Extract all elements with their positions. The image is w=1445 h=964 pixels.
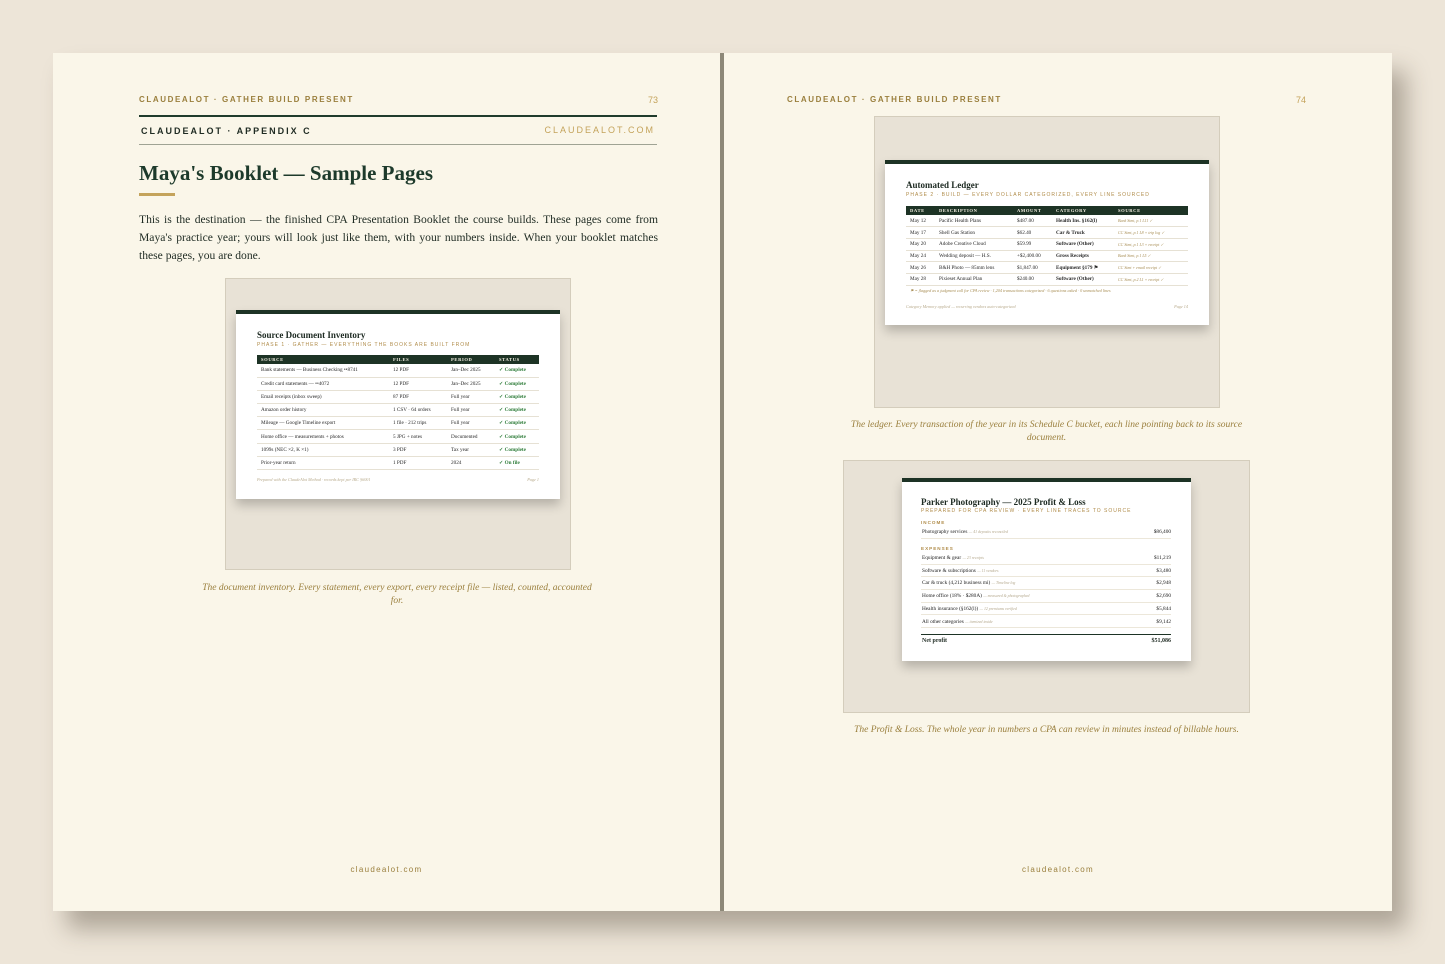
left-page bbox=[53, 53, 720, 911]
column-header: DATE bbox=[906, 206, 935, 215]
table-cell: Equipment §179 ⚑ bbox=[1052, 262, 1114, 274]
line-item-label bbox=[922, 606, 1017, 612]
line-item-amount: $9,142 bbox=[1156, 618, 1171, 625]
line-item-label bbox=[922, 593, 1029, 599]
table-cell: CC Stmt, p.1 L8 + trip log ✓ bbox=[1114, 227, 1188, 239]
table-row bbox=[257, 456, 539, 469]
table-cell: Full year bbox=[447, 404, 495, 417]
table-cell: Bank Stmt, p.1 L5 ✓ bbox=[1114, 250, 1188, 262]
pl-caption: The Profit & Loss. The whole year in numbers a CPA can review in minutes instead of billable hours. bbox=[854, 725, 1239, 735]
table-cell: Software (Other) bbox=[1052, 273, 1114, 285]
inventory-caption: The document inventory. Every statement, every export, every receipt file — listed, counted, accounted for. bbox=[202, 583, 592, 606]
line-item-label bbox=[922, 529, 1008, 535]
pl-line-item bbox=[921, 616, 1171, 629]
table-cell: $240.00 bbox=[1013, 273, 1052, 285]
ledger-subtitle: PHASE 2 · BUILD — EVERY DOLLAR CATEGORIZED, EVERY LINE SOURCED bbox=[906, 192, 1150, 198]
table-cell: Bank Stmt, p.1 L11 ✓ bbox=[1114, 215, 1188, 227]
table-cell: CC Stmt, p.2 L1 + receipt ✓ bbox=[1114, 273, 1188, 285]
table-cell: Pixieset Annual Plan bbox=[935, 273, 1013, 285]
right-page bbox=[724, 53, 1392, 911]
table-row bbox=[906, 227, 1188, 239]
table-cell: 3 PDF bbox=[389, 443, 447, 456]
table-cell: 1 CSV · 64 orders bbox=[389, 404, 447, 417]
column-header: PERIOD bbox=[447, 355, 495, 364]
table-cell: Home office — measurements + photos bbox=[257, 430, 389, 443]
table-cell: 12 PDF bbox=[389, 364, 447, 377]
table-cell: ✓ Complete bbox=[495, 377, 539, 390]
income-section-label: INCOME bbox=[921, 520, 946, 525]
pl-line-item bbox=[921, 565, 1171, 578]
pl-line-item bbox=[921, 603, 1171, 616]
line-item-name: Car & truck (4,212 business mi) bbox=[922, 580, 991, 587]
table-cell: CC Stmt, p.1 L3 + receipt ✓ bbox=[1114, 238, 1188, 250]
inventory-card bbox=[236, 310, 560, 499]
column-header: FILES bbox=[389, 355, 447, 364]
table-cell: May 28 bbox=[906, 273, 935, 285]
column-header: STATUS bbox=[495, 355, 539, 364]
table-row bbox=[906, 250, 1188, 262]
line-item-label bbox=[922, 555, 984, 561]
table-cell: CC Stmt + email receipt ✓ bbox=[1114, 262, 1188, 274]
table-row bbox=[906, 273, 1188, 285]
inventory-page-label: Page 1 bbox=[527, 477, 539, 482]
line-item-note: — 11 vendors bbox=[977, 568, 999, 573]
table-cell: Shell Gas Station bbox=[935, 227, 1013, 239]
table-cell: Tax year bbox=[447, 443, 495, 456]
table-row bbox=[257, 417, 539, 430]
line-item-name: All other categories bbox=[922, 618, 964, 625]
inventory-table bbox=[257, 355, 539, 470]
inventory-subtitle: PHASE 1 · GATHER — EVERYTHING THE BOOKS ARE BUILT FROM bbox=[257, 342, 471, 348]
table-cell: May 20 bbox=[906, 238, 935, 250]
pl-line-item bbox=[921, 552, 1171, 565]
line-item-amount: $5,844 bbox=[1156, 605, 1171, 612]
line-item-note: — 23 receipts bbox=[962, 556, 984, 560]
table-cell: May 24 bbox=[906, 250, 935, 262]
table-cell: $62.40 bbox=[1013, 227, 1052, 239]
table-cell: ✓ Complete bbox=[495, 404, 539, 417]
pl-line-item bbox=[921, 577, 1171, 590]
ledger-card bbox=[885, 160, 1209, 325]
pl-card bbox=[902, 478, 1191, 661]
table-cell: ✓ Complete bbox=[495, 443, 539, 456]
table-cell: Email receipts (inbox sweep) bbox=[257, 390, 389, 403]
table-cell: Wedding deposit — H.S. bbox=[935, 250, 1013, 262]
ledger-page-label: Page 14 bbox=[1174, 304, 1188, 309]
table-cell: Adobe Creative Cloud bbox=[935, 238, 1013, 250]
table-cell: Full year bbox=[447, 390, 495, 403]
line-item-note: — 41 deposits reconciled bbox=[968, 530, 1009, 534]
line-item-name: Software & subscriptions bbox=[922, 567, 976, 574]
table-cell: 87 PDF bbox=[389, 390, 447, 403]
booklet-spread bbox=[53, 53, 1392, 911]
table-cell: Jan–Dec 2025 bbox=[447, 364, 495, 377]
line-item-note: — itemized inside bbox=[965, 619, 993, 624]
ledger-table bbox=[906, 206, 1188, 286]
ledger-footnote: Category Memory applied — recurring vendors auto-categorized bbox=[906, 304, 1016, 309]
appendix-bar bbox=[139, 115, 657, 145]
table-cell: Car & Truck bbox=[1052, 227, 1114, 239]
line-item-amount: $86,400 bbox=[1153, 529, 1171, 535]
line-item-amount: $2,690 bbox=[1156, 593, 1171, 600]
inventory-figure bbox=[225, 278, 571, 570]
table-cell: 1 file · 212 trips bbox=[389, 417, 447, 430]
table-cell: Software (Other) bbox=[1052, 238, 1114, 250]
ledger-title: Automated Ledger bbox=[906, 180, 979, 190]
table-cell: 5 JPG + notes bbox=[389, 430, 447, 443]
line-item-name: Photography services bbox=[922, 529, 968, 535]
page-title: Maya's Booklet — Sample Pages bbox=[139, 161, 433, 185]
page-number: 73 bbox=[648, 95, 659, 105]
line-item-note: — Timeline log bbox=[991, 581, 1016, 586]
table-cell: May 26 bbox=[906, 262, 935, 274]
table-cell: 12 PDF bbox=[389, 377, 447, 390]
table-row bbox=[257, 390, 539, 403]
inventory-footnote: Prepared with the ClaudeAlot Method · records kept per IRC §6001 bbox=[257, 477, 371, 482]
table-row bbox=[257, 430, 539, 443]
net-profit-row bbox=[921, 634, 1171, 648]
line-item-amount: $11,219 bbox=[1153, 555, 1171, 561]
table-row bbox=[257, 364, 539, 377]
intro-paragraph: This is the destination — the finished CPA Presentation Booklet the course builds. These pages come from Maya's practice year; yours will look just like them, with your numbers inside. When your booklet matches these pages, you are done. bbox=[139, 213, 658, 262]
net-profit-amount: $51,086 bbox=[1151, 638, 1171, 644]
table-cell: 2024 bbox=[447, 456, 495, 469]
running-head: CLAUDEALOT · GATHER BUILD PRESENT bbox=[787, 95, 1002, 104]
table-cell: May 17 bbox=[906, 227, 935, 239]
title-underline bbox=[139, 193, 175, 196]
table-row bbox=[906, 238, 1188, 250]
ledger-caption: The ledger. Every transaction of the year in its Schedule C bucket, each line pointing back to its source document. bbox=[850, 420, 1243, 443]
table-cell: Gross Receipts bbox=[1052, 250, 1114, 262]
line-item-label bbox=[922, 568, 999, 574]
column-header: CATEGORY bbox=[1052, 206, 1114, 215]
table-cell: $487.00 bbox=[1013, 215, 1052, 227]
table-cell: May 12 bbox=[906, 215, 935, 227]
table-cell: Full year bbox=[447, 417, 495, 430]
table-cell: Jan–Dec 2025 bbox=[447, 377, 495, 390]
table-cell: Mileage — Google Timeline export bbox=[257, 417, 389, 430]
table-cell: $1,847.00 bbox=[1013, 262, 1052, 274]
page-footer: claudealot.com bbox=[350, 865, 423, 874]
appendix-label: CLAUDEALOT · APPENDIX C bbox=[141, 126, 312, 136]
column-header: AMOUNT bbox=[1013, 206, 1052, 215]
table-cell: Bank statements — Business Checking ••8741 bbox=[257, 364, 389, 377]
line-item-amount: $3,480 bbox=[1156, 567, 1171, 574]
table-cell: 1 PDF bbox=[389, 456, 447, 469]
line-item-label bbox=[922, 580, 1015, 586]
table-cell: Health Ins. §162(l) bbox=[1052, 215, 1114, 227]
table-cell: 1099s (NEC ×2, K ×1) bbox=[257, 443, 389, 456]
table-row bbox=[906, 262, 1188, 274]
table-cell: Credit card statements — ••4072 bbox=[257, 377, 389, 390]
expenses-section-label: EXPENSES bbox=[921, 546, 954, 551]
line-item-name: Health insurance (§162(l)) bbox=[922, 605, 979, 612]
pl-line-item bbox=[921, 590, 1171, 603]
column-header: SOURCE bbox=[1114, 206, 1188, 215]
column-header: DESCRIPTION bbox=[935, 206, 1013, 215]
table-cell: ✓ On file bbox=[495, 456, 539, 469]
table-row bbox=[906, 215, 1188, 227]
table-row bbox=[257, 377, 539, 390]
line-item-note: — measured & photographed bbox=[983, 594, 1030, 599]
table-cell: ✓ Complete bbox=[495, 364, 539, 377]
table-cell: ✓ Complete bbox=[495, 430, 539, 443]
table-cell: Documented bbox=[447, 430, 495, 443]
line-item-amount: $2,948 bbox=[1156, 580, 1171, 587]
page-number: 74 bbox=[1296, 95, 1307, 105]
table-cell: $59.99 bbox=[1013, 238, 1052, 250]
line-item-note: — 12 premiums verified bbox=[979, 606, 1017, 611]
ledger-flag-note: ⚑ = flagged as a judgment call for CPA review · 1,204 transactions categorized · 6 questions asked · 0 unmatched lines bbox=[910, 288, 1111, 293]
column-header: SOURCE bbox=[257, 355, 389, 364]
table-cell: Amazon order history bbox=[257, 404, 389, 417]
inventory-title: Source Document Inventory bbox=[257, 330, 366, 340]
ledger-figure bbox=[874, 116, 1220, 408]
pl-figure bbox=[843, 460, 1250, 713]
table-cell: ✓ Complete bbox=[495, 390, 539, 403]
pl-line-item bbox=[921, 526, 1171, 539]
table-row bbox=[257, 443, 539, 456]
net-profit-label: Net profit bbox=[922, 638, 948, 644]
line-item-name: Equipment & gear bbox=[922, 555, 962, 561]
table-cell: B&H Photo — 85mm lens bbox=[935, 262, 1013, 274]
table-row bbox=[257, 404, 539, 417]
table-cell: ✓ Complete bbox=[495, 417, 539, 430]
table-cell: +$2,400.00 bbox=[1013, 250, 1052, 262]
pl-title: Parker Photography — 2025 Profit & Loss bbox=[921, 497, 1086, 507]
pl-subtitle: PREPARED FOR CPA REVIEW · EVERY LINE TRACES TO SOURCE bbox=[921, 508, 1132, 514]
running-head: CLAUDEALOT · GATHER BUILD PRESENT bbox=[139, 95, 354, 104]
table-cell: Pacific Health Plans bbox=[935, 215, 1013, 227]
appendix-site: CLAUDEALOT.COM bbox=[544, 125, 655, 135]
line-item-label bbox=[922, 619, 993, 625]
page-footer: claudealot.com bbox=[1021, 865, 1094, 874]
line-item-name: Home office (18% · $280A) bbox=[922, 593, 982, 600]
table-cell: Prior-year return bbox=[257, 456, 389, 469]
